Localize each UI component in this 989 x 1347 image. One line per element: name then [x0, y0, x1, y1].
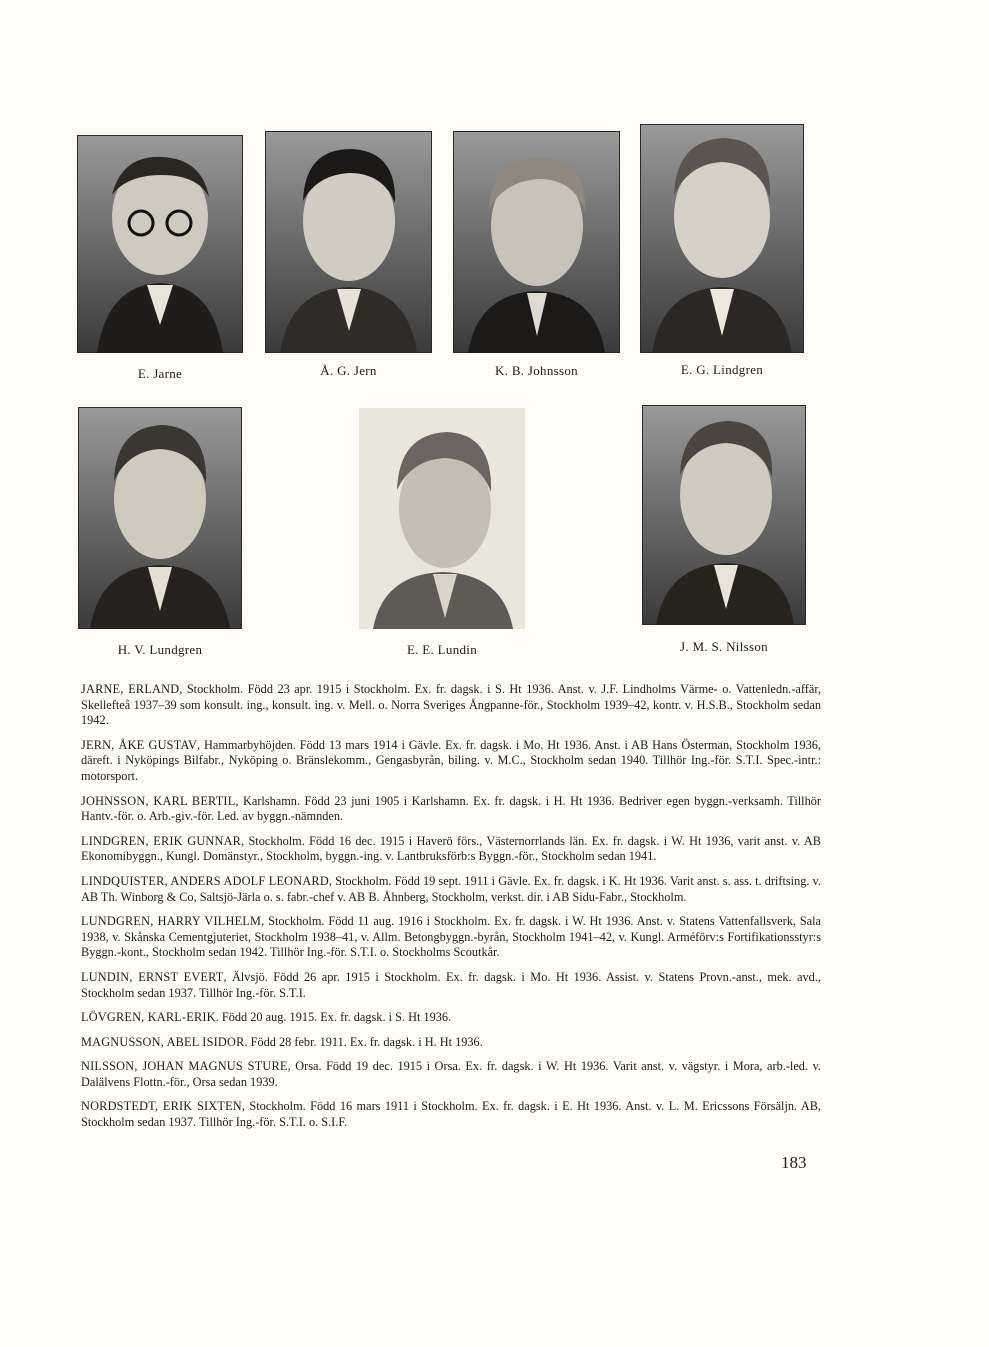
- bio-name: LÖVGREN, KARL-ERIK: [81, 1010, 216, 1025]
- portrait-photo-jern: [265, 131, 432, 353]
- bio-name: LUNDIN, ERNST EVERT: [81, 969, 224, 984]
- bio-entry: [81, 970, 821, 1001]
- portrait-photo-johnsson: [453, 131, 620, 353]
- bio-text: , Orsa. Född 19 dec. 1915 i Orsa. Ex. fr. dagsk. i W. Ht 1936. Varit anst. v. vägstyr. i Mora, arb.-led. v. Dalälvens Flottn.-för., Orsa sedan 1939.: [81, 1059, 822, 1089]
- bio-text: , Stockholm. Född 19 sept. 1911 i Gävle. Ex. fr. dagsk. i K. Ht 1936. Varit anst. s. ass. t. driftsing. v. AB Th. Winborg & Co, Saltsjö-Järla o. s. fabr.-chef v. AB B. Åhnberg, Stockholm, verkst. dir. i AB Sidu-Fabr., Stockholm.: [81, 873, 821, 904]
- bio-text: , Stockholm. Född 16 mars 1911 i Stockholm. Ex. fr. dagsk. i E. Ht 1936. Anst. v. L. M. Ericssons Försäljn. AB, Stockholm sedan 1937. Tillhör Ing.-för. S.T.I. o. S.I.F.: [81, 1099, 821, 1130]
- bio-text: , Stockholm. Född 11 aug. 1916 i Stockholm. Ex. fr. dagsk. i W. Ht 1936. Anst. v. Statens Vattenfallsverk, Sala 1938, v. Skånska Cementgjuteriet, Stockholm 1938–41, v. Allm. Betongbyggn.-byrån, Stockholm 1941–42, v. Kungl. Arméförv:s Fortifikationsstyr:s Byggn.-kont., Stockholm sedan 1942. Tillhör Ing.-för. S.T.I. o. Stockholms Scoutkår.: [81, 914, 821, 960]
- caption-lindgren-eg: E. G. Lindgren: [680, 362, 764, 377]
- bio-entry: [81, 1099, 821, 1130]
- bio-name: JARNE, ERLAND: [81, 682, 180, 696]
- bio-text: . Född 20 aug. 1915. Ex. fr. dagsk. i S. Ht 1936.: [215, 1010, 452, 1025]
- bio-text: , Älvsjö. Född 26 apr. 1915 i Stockholm. Ex. fr. dagsk. i Mo. Ht 1936. Assist. v. Statens Provn.-anst., mek. avd., Stockholm sedan 1937. Tillhör Ing.-för. S.T.I.: [81, 969, 821, 1000]
- biography-list: [81, 682, 821, 1140]
- bio-text: , Hammarbyhöjden. Född 13 mars 1914 i Gävle. Ex. fr. dagsk. i Mo. Ht 1936. Anst. i AB Hans Österman, Stockholm 1936, däreft. i Nyköpings Bilfabr., Nyköping o. Bränslekomm., Gengasbyrån, biling. v. M.C., Stockholm sedan 1940. Tillhör Ing.-för. S.T.I. Spec.-intr.: motorsport.: [81, 737, 821, 783]
- bio-name: JOHNSSON, KARL BERTIL: [81, 793, 236, 808]
- bio-name: MAGNUSSON, ABEL ISIDOR: [81, 1034, 245, 1049]
- portrait-photo-lindgren-eg: [640, 124, 804, 353]
- bio-text: , Karlshamn. Född 23 juni 1905 i Karlshamn. Ex. fr. dagsk. i H. Ht 1936. Bedriver egen byggn.-verksamh. Tillhör Hantv.-för. o. Arb.-giv.-för. Led. av byggn.-nämnden.: [81, 793, 821, 824]
- bio-text: . Född 28 febr. 1911. Ex. fr. dagsk. i H. Ht 1936.: [244, 1034, 483, 1049]
- bio-entry: [81, 1010, 821, 1026]
- bio-name: LINDGREN, ERIK GUNNAR: [81, 833, 242, 848]
- caption-jarne: E. Jarne: [137, 366, 183, 381]
- bio-name: NORDSTEDT, ERIK SIXTEN: [81, 1099, 242, 1114]
- bio-entry: [81, 874, 821, 905]
- bio-name: JERN, ÅKE GUSTAV: [81, 737, 198, 752]
- caption-jern: Å. G. Jern: [320, 363, 377, 378]
- portrait-photo-nilsson: [642, 405, 806, 625]
- bio-entry: [81, 794, 821, 825]
- portrait-photo-lundgren-hv: [78, 407, 242, 629]
- caption-nilsson: J. M. S. Nilsson: [680, 639, 768, 654]
- page-number: 183: [781, 1153, 807, 1172]
- bio-name: LINDQUISTER, ANDERS ADOLF LEONARD: [81, 873, 329, 888]
- bio-name: NILSSON, JOHAN MAGNUS STURE: [81, 1059, 288, 1074]
- portrait-photo-jarne: [77, 135, 243, 353]
- bio-entry: [81, 682, 821, 729]
- caption-lundgren-hv: H. V. Lundgren: [117, 642, 203, 657]
- caption-lundin: E. E. Lundin: [406, 642, 478, 657]
- bio-entry: [81, 1059, 821, 1090]
- bio-text: , Stockholm. Född 23 apr. 1915 i Stockholm. Ex. fr. dagsk. i S. Ht 1936. Anst. v. J.F. Lindholms Värme- o. Vattenledn.-affär, Skellefteå 1937–39 som konsult. ing., konsult. ing. v. Mell. o. Norra Sveriges Ångpanne-för., Stockholm 1939–42, kontr. v. H.S.B., Stockholm sedan 1942.: [81, 682, 821, 728]
- bio-text: , Stockholm. Född 16 dec. 1915 i Haverö förs., Västernorrlands län. Ex. fr. dagsk. i W. Ht 1936, varit anst. v. AB Ekonomibyggn., Kungl. Domänstyr., Stockholm, byggn.-ing. v. Lantbruksförb:s Byggn.-för., Stockholm sedan 1941.: [81, 833, 821, 864]
- bio-entry: [81, 914, 821, 961]
- bio-entry: [81, 1035, 821, 1051]
- caption-johnsson: K. B. Johnsson: [495, 363, 578, 378]
- bio-entry: [81, 834, 821, 865]
- bio-name: LUNDGREN, HARRY VILHELM: [81, 914, 262, 929]
- portrait-photo-lundin: [359, 408, 525, 629]
- bio-entry: [81, 738, 821, 785]
